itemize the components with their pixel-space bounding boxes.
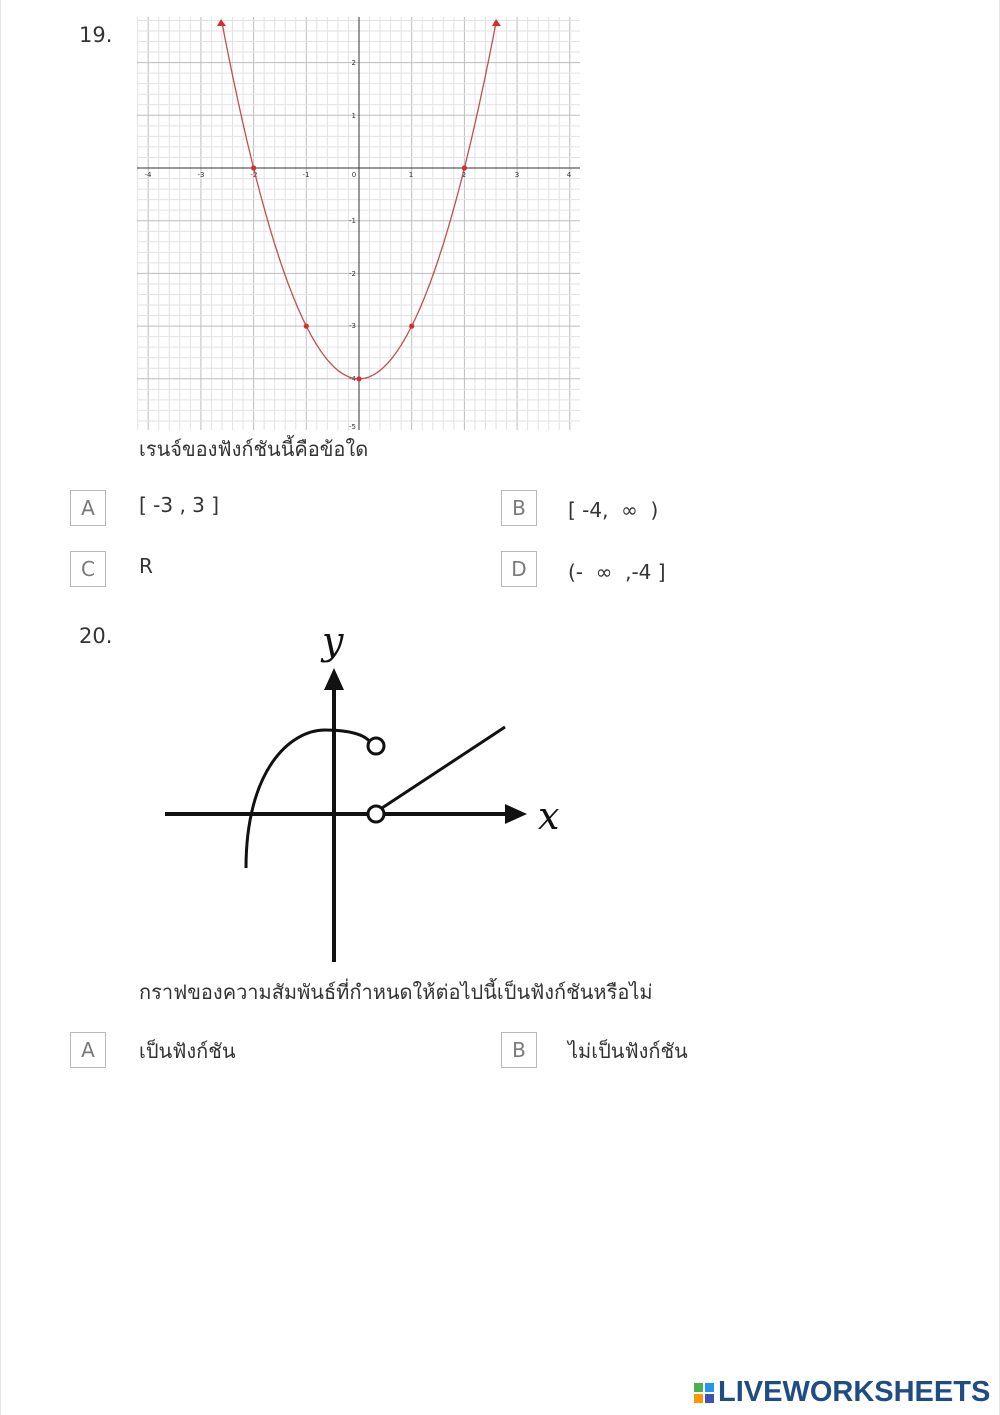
x-tick-label: -3 [197,171,205,179]
y-tick-label: 1 [351,112,356,120]
question-20-number: 20. [79,624,113,648]
x-tick-label: -2 [250,171,258,179]
x-tick-label: 3 [514,171,520,179]
question-19-number: 19. [79,23,113,47]
option-19-a-button[interactable] [70,490,106,526]
line-branch [382,727,505,808]
option-letter: A [81,1038,95,1062]
option-letter: B [512,1038,526,1062]
x-tick-labels [145,171,572,179]
option-letter: C [81,557,95,581]
option-letter: B [512,496,526,520]
x-tick-label: 1 [408,171,414,179]
y-tick-label: -5 [349,423,356,431]
logo-blocks-icon [693,1382,715,1404]
x-axis-arrow [505,804,527,824]
option-19-d-button[interactable] [501,551,537,587]
option-19-a-text: [ -3 , 3 ] [139,493,220,517]
liveworksheets-logo [693,1376,990,1409]
x-tick-label: 4 [566,171,572,179]
option-letter: D [511,557,527,581]
plotted-point [251,165,256,170]
option-letter: A [81,496,95,520]
plotted-point [356,376,361,381]
plotted-point [462,165,467,170]
option-20-a-button[interactable] [70,1032,106,1068]
option-19-c-text: R [139,554,153,578]
relation-graph [160,620,580,965]
option-20-b-button[interactable] [501,1032,537,1068]
curve-branch [246,730,370,868]
y-tick-label: -4 [349,375,356,383]
option-19-d-text: (- ∞ ,-4 ] [568,560,666,584]
open-point-origin [368,806,384,822]
y-tick-label: -2 [349,270,356,278]
open-point-top [368,738,384,754]
option-19-c-button[interactable] [70,551,106,587]
option-19-b-button[interactable] [501,490,537,526]
y-tick-label: 2 [351,59,356,67]
y-tick-label: -3 [349,322,356,330]
question-19-prompt: เรนจ์ของฟังก์ชันนี้คือข้อใด [139,437,369,461]
y-axis-arrow [324,668,344,690]
x-axis-label: x [538,794,560,838]
x-tick-label: 0 [351,171,357,179]
option-20-b-text: ไม่เป็นฟังก์ชัน [568,1039,688,1063]
brand-name: LIVEWORKSHEETS [718,1376,991,1408]
y-tick-label: -1 [349,217,356,225]
x-tick-label: -1 [302,171,310,179]
x-tick-label: -4 [144,171,152,179]
parabola-graph [137,17,582,432]
option-19-b-text: [ -4, ∞ ) [568,498,659,522]
y-axis-label: y [322,620,344,663]
option-20-a-text: เป็นฟังก์ชัน [139,1039,236,1063]
plotted-point [304,324,309,329]
question-20-prompt: กราฟของความสัมพันธ์ที่กำหนดให้ต่อไปนี้เป็นฟังก์ชันหรือไม่ [139,980,653,1004]
x-tick-label: 2 [461,171,467,179]
left-border [0,0,1,1415]
plotted-point [409,324,414,329]
